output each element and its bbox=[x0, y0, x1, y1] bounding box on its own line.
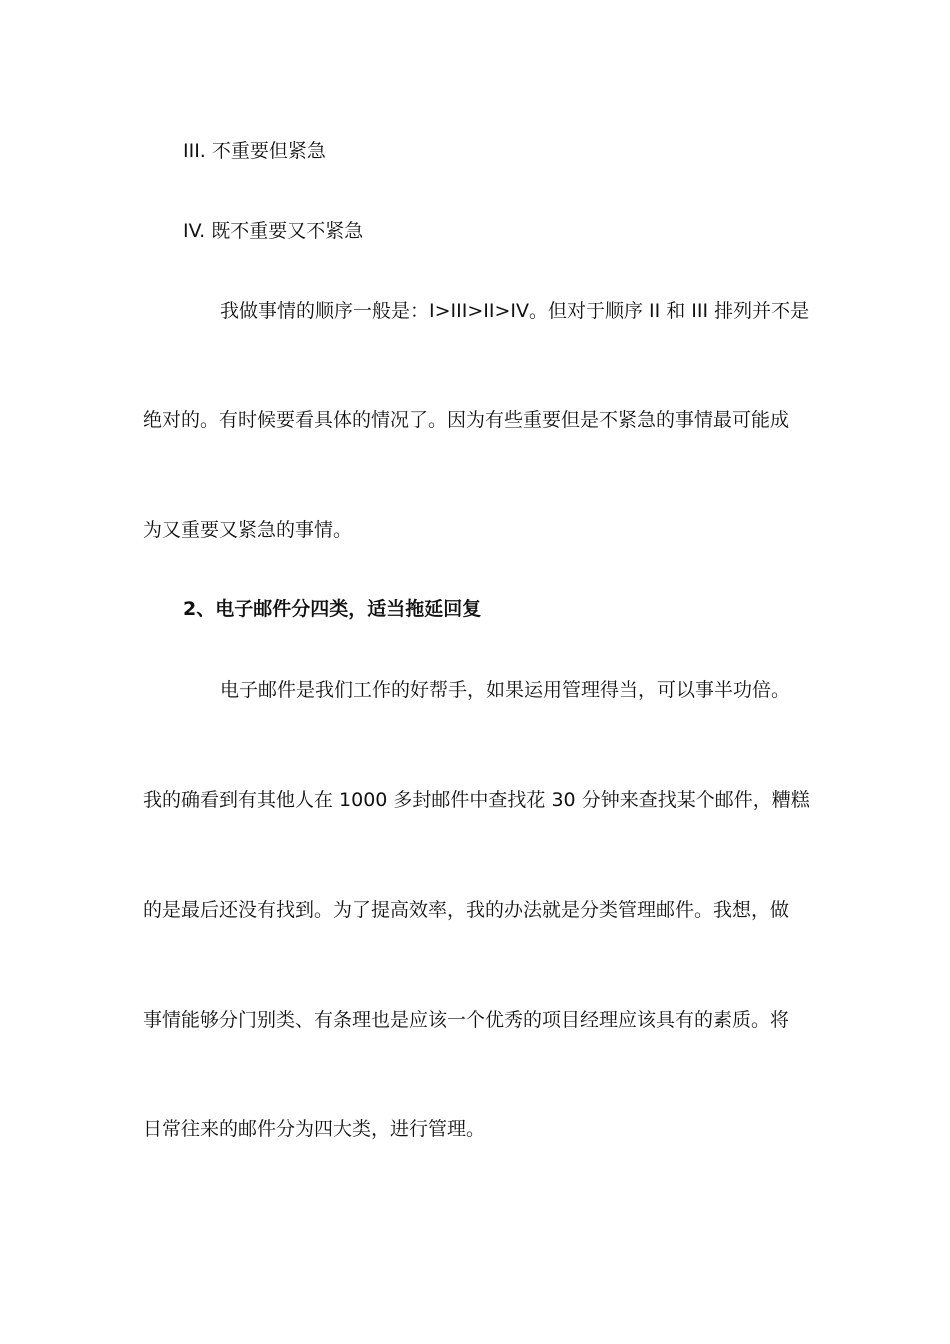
paragraph-1-line-3: 为又重要又紧急的事情。 bbox=[143, 519, 353, 541]
paragraph-2-line-3: 的是最后还没有找到。为了提高效率，我的办法就是分类管理邮件。我想，做 bbox=[143, 899, 790, 921]
section-heading: 2、电子邮件分四类，适当拖延回复 bbox=[183, 598, 482, 620]
list-item-iii: III. 不重要但紧急 bbox=[183, 140, 326, 162]
paragraph-2-line-2: 我的确看到有其他人在 1000 多封邮件中查找花 30 分钟来查找某个邮件，糟糕 bbox=[143, 789, 810, 811]
paragraph-1-line-1: 我做事情的顺序一般是：I>III>II>IV。但对于顺序 II 和 III 排列并不是 bbox=[220, 300, 810, 322]
paragraph-2-line-1: 电子邮件是我们工作的好帮手，如果运用管理得当，可以事半功倍。 bbox=[220, 679, 791, 701]
paragraph-1-line-2: 绝对的。有时候要看具体的情况了。因为有些重要但是不紧急的事情最可能成 bbox=[143, 409, 790, 431]
paragraph-2-line-4: 事情能够分门别类、有条理也是应该一个优秀的项目经理应该具有的素质。将 bbox=[143, 1009, 790, 1031]
paragraph-2-line-5: 日常往来的邮件分为四大类，进行管理。 bbox=[143, 1118, 486, 1140]
list-item-iv: IV. 既不重要又不紧急 bbox=[183, 220, 364, 242]
